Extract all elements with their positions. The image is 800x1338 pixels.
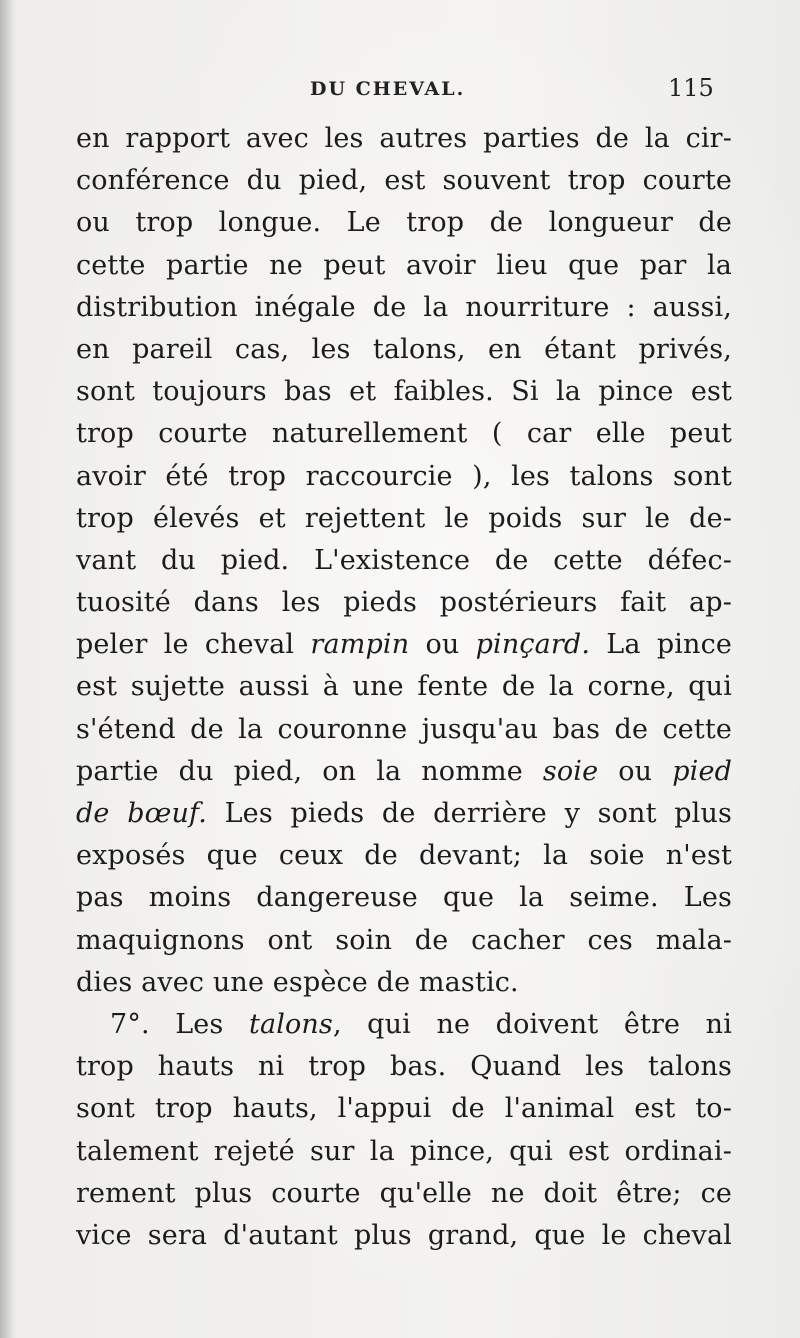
italic-text: rampin — [310, 629, 410, 661]
text-segment: 7°. Les — [110, 1008, 249, 1040]
text-line — [76, 160, 732, 202]
text-line — [76, 1131, 732, 1173]
text-segment: sont toujours bas et faibles. Si la pince est — [76, 376, 732, 408]
text-line — [76, 751, 732, 793]
text-line — [76, 877, 732, 919]
page-number: 115 — [668, 74, 714, 102]
text-segment: dies avec une espèce de mastic. — [76, 966, 519, 998]
text-segment: avoir été trop raccourcie ), les talons sont — [76, 460, 732, 492]
text-line — [76, 709, 732, 751]
text-segment: sont trop hauts, l'appui de l'animal est to- — [76, 1093, 732, 1125]
text-line — [76, 1088, 732, 1130]
text-line — [76, 1046, 732, 1088]
text-segment: trop courte naturellement ( car elle peut — [76, 418, 732, 450]
text-segment: pas moins dangereuse que la seime. Les — [76, 882, 732, 914]
text-segment: en rapport avec les autres parties de la cir- — [76, 123, 732, 154]
text-segment: trop hauts ni trop bas. Quand les talons — [76, 1051, 732, 1083]
text-segment: maquignons ont soin de cacher ces mala- — [76, 924, 732, 956]
running-head: DU CHEVAL. — [310, 78, 466, 100]
text-line — [76, 202, 732, 244]
text-line — [76, 1215, 732, 1257]
text-segment: distribution inégale de la nourriture : aussi, — [76, 291, 732, 323]
text-segment: exposés que ceux de devant; la soie n'est — [76, 840, 732, 872]
text-segment: conférence du pied, est souvent trop courte — [76, 165, 732, 197]
text-segment: tuosité dans les pieds postérieurs fait ap- — [76, 587, 732, 619]
text-line — [76, 498, 732, 540]
text-segment: ou — [409, 629, 476, 661]
text-segment: trop élevés et rejettent le poids sur le de- — [76, 502, 732, 534]
text-segment: ou trop longue. Le trop de longueur de — [76, 207, 732, 239]
text-segment: s'étend de la couronne jusqu'au bas de cette — [76, 713, 732, 745]
text-segment: partie du pied, on la nomme — [76, 755, 543, 787]
text-segment: en pareil cas, les talons, en étant privés, — [76, 333, 732, 365]
text-line — [76, 920, 732, 962]
text-segment: La pince — [590, 629, 732, 661]
text-segment: vant du pied. L'existence de cette défec- — [76, 544, 732, 576]
text-segment: talement rejeté sur la pince, qui est ordinai- — [76, 1135, 732, 1167]
text-line — [76, 1004, 732, 1046]
text-line — [76, 329, 732, 371]
italic-text: de bœuf. — [76, 798, 207, 829]
text-segment: ou — [598, 755, 673, 787]
text-line — [76, 413, 732, 455]
text-segment: peler le cheval — [76, 629, 311, 661]
text-line — [76, 118, 732, 160]
text-line — [76, 835, 732, 877]
body-text — [76, 118, 732, 1257]
text-segment: Les pieds de derrière y sont plus — [206, 798, 732, 829]
text-line — [76, 666, 732, 708]
text-segment: vice sera d'autant plus grand, que le cheval — [76, 1219, 732, 1251]
italic-text: pied — [672, 755, 732, 787]
italic-text: talons — [248, 1008, 333, 1040]
text-line — [76, 287, 732, 329]
text-line — [76, 962, 732, 1004]
text-segment: , qui ne doivent être ni — [332, 1008, 732, 1040]
text-segment: rement plus courte qu'elle ne doit être; ce — [76, 1177, 732, 1209]
text-line — [76, 1173, 732, 1215]
text-line — [76, 245, 732, 287]
text-line — [76, 793, 732, 835]
text-segment: est sujette aussi à une fente de la corne, qui — [76, 671, 732, 703]
gutter-shadow — [0, 0, 14, 1338]
italic-text: pinçard. — [475, 629, 591, 661]
text-line — [76, 582, 732, 624]
page-header — [0, 74, 800, 108]
text-segment: cette partie ne peut avoir lieu que par la — [76, 249, 732, 281]
text-line — [76, 540, 732, 582]
text-line — [76, 371, 732, 413]
text-line — [76, 456, 732, 498]
italic-text: soie — [542, 755, 599, 787]
text-line — [76, 624, 732, 666]
